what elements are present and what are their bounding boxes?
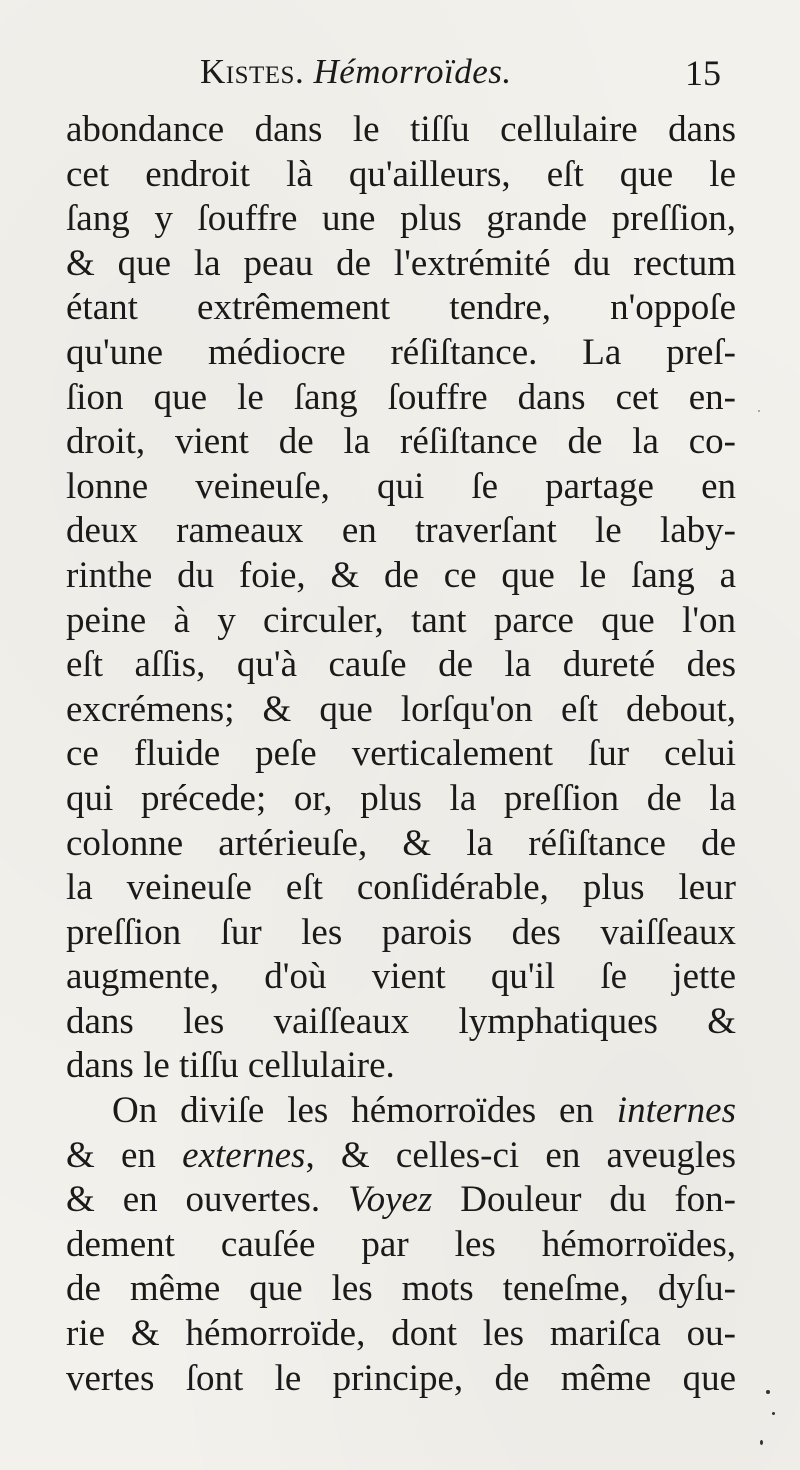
text-line: ſang y ſouffre une plus grande preſſion, (66, 198, 736, 240)
text-run: Douleur du fon- (432, 1179, 736, 1221)
ink-speck (758, 410, 760, 412)
text-line: qui précede; or, plus la preſſion de la (66, 777, 736, 819)
text-line (66, 1134, 736, 1179)
ink-speck (766, 1390, 770, 1394)
running-title-caps: Kistes. (200, 52, 305, 91)
text-line: eſt aſſis, qu'à cauſe de la dureté des (66, 644, 736, 686)
text-line: dans le tiſſu cellulaire. (66, 1045, 395, 1087)
text-line: de même que les mots teneſme, dyſu- (66, 1268, 736, 1310)
text-line: cet endroit là qu'ailleurs, eſt que le (66, 153, 736, 195)
text-line: augmente, d'où vient qu'il ſe jette (66, 956, 736, 998)
running-title-italic: Hémorroïdes. (313, 52, 512, 91)
running-title (200, 52, 512, 92)
ink-speck (760, 1440, 763, 1445)
italic-term: Voyez (348, 1179, 433, 1221)
text-line: excrémens; & que lorſqu'on eſt debout, (66, 688, 736, 730)
text-run: & en ouvertes. (66, 1179, 349, 1221)
text-line: dans les vaiſſeaux lymphatiques & (66, 1000, 736, 1042)
text-line: deux rameaux en traverſant le laby- (66, 510, 736, 552)
text-line: preſſion ſur les parois des vaiſſeaux (66, 911, 736, 953)
text-line: qu'une médiocre réſiſtance. La preſ- (66, 331, 736, 373)
text-line: droit, vient de la réſiſtance de la co- (66, 421, 736, 463)
ink-speck (772, 1412, 775, 1415)
text-line: vertes ſont le principe, de même que (66, 1357, 736, 1399)
text-run: , & celles-ci en aveugles (305, 1134, 736, 1176)
text-line: étant extrêmement tendre, n'oppoſe (66, 287, 736, 329)
text-line: ce fluide peſe verticalement ſur celui (66, 733, 736, 775)
text-line: colonne artérieuſe, & la réſiſtance de (66, 822, 736, 864)
page-header (0, 52, 800, 102)
text-line: rinthe du foie, & de ce que le ſang a (66, 554, 736, 596)
text-line: rie & hémorroïde, dont les mariſca ou- (66, 1313, 736, 1355)
body-text (66, 108, 736, 1401)
page-number: 15 (685, 53, 721, 93)
text-line: la veineuſe eſt conſidérable, plus leur (66, 867, 736, 909)
text-line: ſion que le ſang ſouffre dans cet en- (66, 376, 736, 418)
text-line (66, 1178, 736, 1223)
text-line: peine à y circuler, tant parce que l'on (66, 599, 736, 641)
text-line: abondance dans le tiſſu cellulaire dans (66, 109, 736, 150)
italic-term: internes (616, 1090, 736, 1132)
text-line: dement cauſée par les hémorroïdes, (66, 1223, 736, 1265)
text-run: On diviſe les hémorroïdes en (112, 1090, 617, 1132)
text-run: & en (66, 1134, 183, 1176)
text-line (66, 1089, 736, 1134)
text-line: lonne veineuſe, qui ſe partage en (66, 465, 736, 507)
italic-term: externes (182, 1134, 306, 1176)
text-line: & que la peau de l'extrémité du rectum (66, 242, 736, 284)
